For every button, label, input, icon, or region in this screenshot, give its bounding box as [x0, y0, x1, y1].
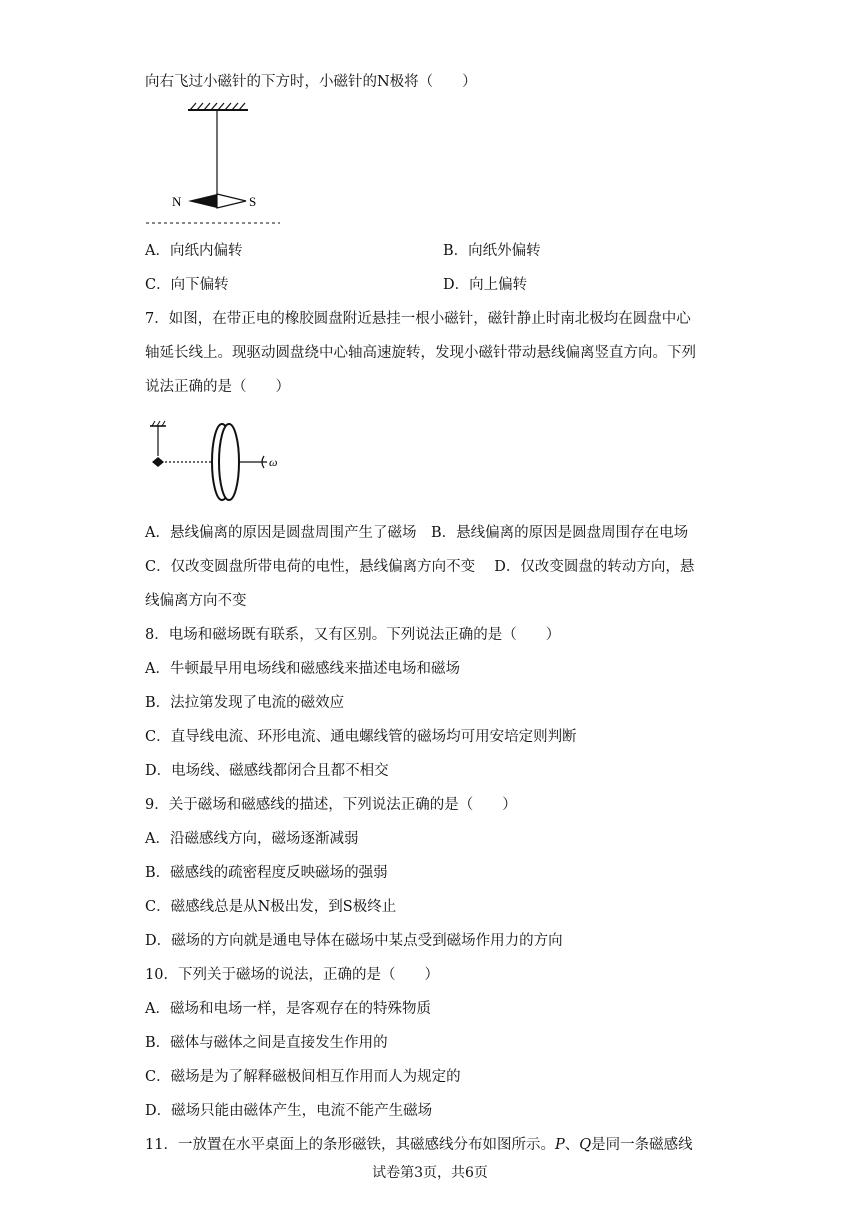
q9-option-d: D．磁场的方向就是通电导体在磁场中某点受到磁场作用力的方向: [145, 933, 563, 949]
q7-options-line-1: A．悬线偏离的原因是圆盘周围产生了磁场 B．悬线偏离的原因是圆盘周围存在电场: [145, 525, 689, 541]
needle-n-half: [188, 194, 217, 208]
s-pole-label: S: [249, 194, 257, 209]
q11-stem-a: 11．一放置在水平桌面上的条形磁铁，其磁感线分布如图所示。: [145, 1137, 555, 1153]
q10-option-c: C．磁场是为了解释磁极间相互作用而人为规定的: [145, 1069, 461, 1085]
q11-stem: [145, 1135, 693, 1155]
q7-stem-line-2: 轴延长线上。现驱动圆盘绕中心轴高速旋转，发现小磁针带动悬线偏离竖直方向。下列: [145, 345, 696, 361]
q8-option-d: D．电场线、磁感线都闭合且都不相交: [145, 763, 389, 779]
q8-option-a: A．牛顿最早用电场线和磁感线来描述电场和磁场: [145, 661, 460, 677]
q6-option-a: A．向纸内偏转: [145, 243, 243, 259]
needle-s-half: [217, 194, 246, 208]
q7-stem-line-1: 7．如图，在带正电的橡胶圆盘附近悬挂一根小磁针，磁针静止时南北极均在圆盘中心: [145, 311, 691, 327]
q7-options-line-2: C．仅改变圆盘所带电荷的电性，悬线偏离方向不变 D．仅改变圆盘的转动方向，悬: [145, 559, 695, 575]
q7-options-line-3: 线偏离方向不变: [145, 593, 247, 609]
omega-label: ω: [269, 455, 278, 469]
q11-stem-b: 是同一条磁感线: [591, 1137, 693, 1153]
q10-option-d: D．磁场只能由磁体产生，电流不能产生磁场: [145, 1103, 433, 1119]
q9-stem: 9．关于磁场和磁感线的描述，下列说法正确的是（ ）: [145, 797, 517, 813]
small-needle: [152, 457, 164, 467]
page-footer: 试卷第3页，共6页: [372, 1165, 488, 1181]
q9-option-b: B．磁感线的疏密程度反映磁场的强弱: [145, 865, 388, 881]
q9-option-a: A．沿磁感线方向，磁场逐渐减弱: [145, 831, 359, 847]
point-p-label: P: [554, 1137, 565, 1153]
q8-stem: 8．电场和磁场既有联系，又有区别。下列说法正确的是（ ）: [145, 627, 561, 643]
q7-figure-rotating-disk: [145, 420, 295, 510]
q8-option-c: C．直导线电流、环形电流、通电螺线管的磁场均可用安培定则判断: [145, 729, 577, 745]
ceiling-hatch: [190, 103, 245, 110]
q8-option-b: B．法拉第发现了电流的磁效应: [145, 695, 345, 711]
q6-option-d: D．向上偏转: [443, 277, 528, 293]
q10-option-a: A．磁场和电场一样，是客观存在的特殊物质: [145, 1001, 431, 1017]
q6-option-b: B．向纸外偏转: [443, 243, 541, 259]
q6-option-c: C．向下偏转: [145, 277, 229, 293]
q10-option-b: B．磁体与磁体之间是直接发生作用的: [145, 1035, 388, 1051]
q6-stem: 向右飞过小磁针的下方时，小磁针的N极将（ ）: [145, 74, 477, 90]
q11-sep: 、: [564, 1137, 580, 1153]
q7-stem-line-3: 说法正确的是（ ）: [145, 379, 290, 395]
q6-figure-compass: [140, 102, 290, 232]
point-q-label: Q: [579, 1137, 592, 1153]
n-pole-label: N: [172, 194, 182, 209]
q10-stem: 10．下列关于磁场的说法，正确的是（ ）: [145, 967, 439, 983]
disk-front: [219, 424, 239, 500]
q9-option-c: C．磁感线总是从N极出发，到S极终止: [145, 899, 397, 915]
